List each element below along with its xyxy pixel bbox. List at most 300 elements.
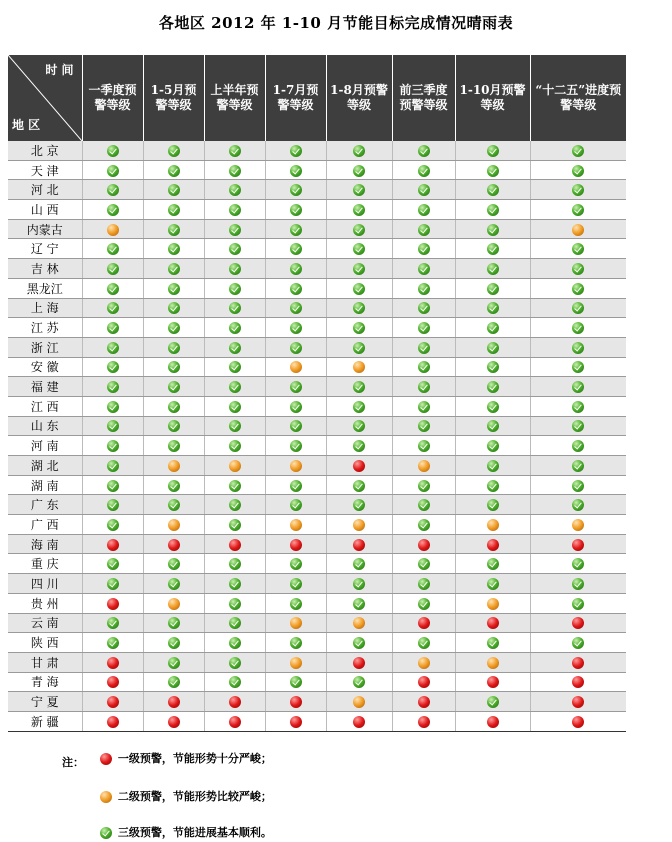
region-name: 河 南 bbox=[8, 436, 82, 456]
green-check-icon bbox=[229, 440, 241, 452]
green-check-icon bbox=[290, 676, 302, 688]
warning-cell bbox=[82, 593, 143, 613]
warning-cell bbox=[392, 554, 455, 574]
green-check-icon bbox=[229, 145, 241, 157]
green-check-icon bbox=[572, 499, 584, 511]
warning-cell bbox=[530, 633, 626, 653]
green-check-icon bbox=[290, 263, 302, 275]
green-check-icon bbox=[418, 519, 430, 531]
warning-cell bbox=[326, 574, 392, 594]
region-name: 黑龙江 bbox=[8, 278, 82, 298]
warning-cell bbox=[265, 357, 326, 377]
green-check-icon bbox=[487, 558, 499, 570]
green-check-icon bbox=[572, 401, 584, 413]
green-check-icon bbox=[487, 204, 499, 216]
warning-cell bbox=[204, 416, 265, 436]
warning-cell bbox=[392, 396, 455, 416]
warning-cell bbox=[392, 613, 455, 633]
warning-cell bbox=[143, 239, 204, 259]
green-check-icon bbox=[229, 283, 241, 295]
green-check-icon bbox=[290, 283, 302, 295]
region-name: 广 西 bbox=[8, 515, 82, 535]
warning-cell bbox=[326, 672, 392, 692]
orange-warning-icon bbox=[572, 224, 584, 236]
green-check-icon bbox=[168, 558, 180, 570]
warning-cell bbox=[392, 239, 455, 259]
warning-cell bbox=[204, 278, 265, 298]
green-check-icon bbox=[290, 558, 302, 570]
warning-cell bbox=[455, 692, 530, 712]
green-check-icon bbox=[572, 381, 584, 393]
warning-cell bbox=[143, 613, 204, 633]
green-check-icon bbox=[107, 558, 119, 570]
region-name: 北 京 bbox=[8, 141, 82, 160]
column-header: 1-8月预警等级 bbox=[326, 55, 392, 141]
warning-cell bbox=[204, 357, 265, 377]
column-header: 一季度预警等级 bbox=[82, 55, 143, 141]
region-name: 四 川 bbox=[8, 574, 82, 594]
warning-cell bbox=[82, 298, 143, 318]
table-row bbox=[8, 692, 626, 712]
red-warning-icon bbox=[229, 696, 241, 708]
warning-cell bbox=[326, 495, 392, 515]
warning-cell bbox=[392, 515, 455, 535]
region-name: 吉 林 bbox=[8, 259, 82, 279]
warning-cell bbox=[392, 711, 455, 731]
green-check-icon bbox=[107, 342, 119, 354]
warning-cell bbox=[530, 278, 626, 298]
green-check-icon bbox=[487, 322, 499, 334]
green-check-icon bbox=[572, 637, 584, 649]
region-name: 江 西 bbox=[8, 396, 82, 416]
green-check-icon bbox=[418, 243, 430, 255]
red-warning-icon bbox=[353, 716, 365, 728]
warning-cell bbox=[82, 613, 143, 633]
green-check-icon bbox=[168, 420, 180, 432]
green-check-icon bbox=[572, 263, 584, 275]
table-row bbox=[8, 278, 626, 298]
warning-cell bbox=[392, 357, 455, 377]
green-check-icon bbox=[107, 440, 119, 452]
region-name: 天 津 bbox=[8, 160, 82, 180]
green-check-icon bbox=[290, 184, 302, 196]
green-check-icon bbox=[107, 302, 119, 314]
green-check-icon bbox=[168, 145, 180, 157]
warning-cell bbox=[143, 278, 204, 298]
warning-cell bbox=[326, 652, 392, 672]
warning-cell bbox=[143, 180, 204, 200]
green-check-icon bbox=[353, 283, 365, 295]
warning-cell bbox=[530, 416, 626, 436]
warning-cell bbox=[326, 515, 392, 535]
warning-cell bbox=[392, 692, 455, 712]
region-name: 新 疆 bbox=[8, 711, 82, 731]
warning-cell bbox=[143, 574, 204, 594]
red-warning-icon bbox=[572, 676, 584, 688]
orange-warning-icon bbox=[487, 519, 499, 531]
red-warning-icon bbox=[353, 657, 365, 669]
green-check-icon bbox=[100, 827, 112, 839]
green-check-icon bbox=[418, 440, 430, 452]
warning-cell bbox=[530, 377, 626, 397]
warning-cell bbox=[265, 337, 326, 357]
warning-cell bbox=[455, 278, 530, 298]
warning-cell bbox=[530, 160, 626, 180]
warning-cell bbox=[143, 377, 204, 397]
warning-cell bbox=[204, 456, 265, 476]
warning-cell bbox=[143, 396, 204, 416]
green-check-icon bbox=[107, 519, 119, 531]
warning-cell bbox=[392, 672, 455, 692]
red-warning-icon bbox=[487, 539, 499, 551]
orange-warning-icon bbox=[290, 361, 302, 373]
warning-cell bbox=[143, 633, 204, 653]
green-check-icon bbox=[572, 204, 584, 216]
warning-cell bbox=[326, 377, 392, 397]
green-check-icon bbox=[168, 578, 180, 590]
green-check-icon bbox=[487, 243, 499, 255]
warning-cell bbox=[530, 337, 626, 357]
green-check-icon bbox=[487, 302, 499, 314]
warning-cell bbox=[82, 377, 143, 397]
warning-cell bbox=[265, 711, 326, 731]
warning-cell bbox=[265, 515, 326, 535]
warning-cell bbox=[326, 613, 392, 633]
warning-cell bbox=[143, 259, 204, 279]
warning-cell bbox=[82, 495, 143, 515]
warning-cell bbox=[530, 180, 626, 200]
green-check-icon bbox=[418, 263, 430, 275]
red-warning-icon bbox=[229, 716, 241, 728]
warning-cell bbox=[204, 554, 265, 574]
warning-cell bbox=[455, 377, 530, 397]
warning-cell bbox=[265, 396, 326, 416]
green-check-icon bbox=[572, 184, 584, 196]
warning-cell bbox=[82, 711, 143, 731]
warning-cell bbox=[530, 475, 626, 495]
warning-cell bbox=[455, 436, 530, 456]
warning-cell bbox=[143, 436, 204, 456]
region-name: 山 东 bbox=[8, 416, 82, 436]
warning-cell bbox=[82, 180, 143, 200]
warning-cell bbox=[265, 456, 326, 476]
table-row bbox=[8, 456, 626, 476]
warning-cell bbox=[392, 219, 455, 239]
legend-item-green bbox=[100, 824, 272, 840]
table-row bbox=[8, 298, 626, 318]
warning-cell bbox=[265, 534, 326, 554]
warning-cell bbox=[204, 200, 265, 220]
warning-cell bbox=[204, 672, 265, 692]
region-name: 河 北 bbox=[8, 180, 82, 200]
warning-cell bbox=[265, 141, 326, 160]
green-check-icon bbox=[290, 302, 302, 314]
warning-cell bbox=[326, 593, 392, 613]
green-check-icon bbox=[487, 283, 499, 295]
green-check-icon bbox=[290, 401, 302, 413]
green-check-icon bbox=[107, 322, 119, 334]
green-check-icon bbox=[572, 361, 584, 373]
warning-cell bbox=[265, 613, 326, 633]
warning-cell bbox=[265, 633, 326, 653]
warning-cell bbox=[455, 416, 530, 436]
green-check-icon bbox=[168, 499, 180, 511]
green-check-icon bbox=[107, 401, 119, 413]
green-check-icon bbox=[487, 165, 499, 177]
green-check-icon bbox=[229, 617, 241, 629]
region-name: 福 建 bbox=[8, 377, 82, 397]
green-check-icon bbox=[107, 420, 119, 432]
green-check-icon bbox=[353, 440, 365, 452]
green-check-icon bbox=[572, 243, 584, 255]
warning-cell bbox=[530, 692, 626, 712]
warning-cell bbox=[392, 298, 455, 318]
warning-cell bbox=[326, 259, 392, 279]
green-check-icon bbox=[229, 637, 241, 649]
region-name: 上 海 bbox=[8, 298, 82, 318]
warning-cell bbox=[455, 200, 530, 220]
region-name: 重 庆 bbox=[8, 554, 82, 574]
green-check-icon bbox=[353, 401, 365, 413]
warning-cell bbox=[392, 534, 455, 554]
warning-cell bbox=[204, 318, 265, 338]
green-check-icon bbox=[353, 578, 365, 590]
warning-cell bbox=[265, 436, 326, 456]
warning-cell bbox=[143, 475, 204, 495]
warning-cell bbox=[265, 475, 326, 495]
green-check-icon bbox=[290, 145, 302, 157]
green-check-icon bbox=[168, 637, 180, 649]
warning-cell bbox=[326, 475, 392, 495]
orange-warning-icon bbox=[572, 519, 584, 531]
green-check-icon bbox=[229, 558, 241, 570]
green-check-icon bbox=[353, 224, 365, 236]
green-check-icon bbox=[353, 598, 365, 610]
green-check-icon bbox=[572, 145, 584, 157]
green-check-icon bbox=[168, 480, 180, 492]
warning-cell bbox=[204, 396, 265, 416]
green-check-icon bbox=[107, 578, 119, 590]
table-row bbox=[8, 416, 626, 436]
green-check-icon bbox=[572, 302, 584, 314]
warning-cell bbox=[265, 200, 326, 220]
warning-cell bbox=[455, 593, 530, 613]
green-check-icon bbox=[353, 204, 365, 216]
warning-cell bbox=[143, 652, 204, 672]
green-check-icon bbox=[168, 342, 180, 354]
green-check-icon bbox=[290, 578, 302, 590]
green-check-icon bbox=[353, 322, 365, 334]
warning-cell bbox=[326, 396, 392, 416]
orange-warning-icon bbox=[107, 224, 119, 236]
warning-cell bbox=[265, 574, 326, 594]
green-check-icon bbox=[572, 322, 584, 334]
green-check-icon bbox=[168, 676, 180, 688]
green-check-icon bbox=[487, 460, 499, 472]
warning-cell bbox=[82, 652, 143, 672]
warning-cell bbox=[82, 416, 143, 436]
warning-cell bbox=[265, 416, 326, 436]
warning-cell bbox=[530, 436, 626, 456]
warning-cell bbox=[82, 239, 143, 259]
table-row bbox=[8, 475, 626, 495]
warning-cell bbox=[530, 554, 626, 574]
region-name: 内蒙古 bbox=[8, 219, 82, 239]
warning-cell bbox=[392, 436, 455, 456]
region-name: 安 徽 bbox=[8, 357, 82, 377]
warning-cell bbox=[143, 200, 204, 220]
orange-warning-icon bbox=[290, 460, 302, 472]
table-row bbox=[8, 633, 626, 653]
warning-cell bbox=[326, 711, 392, 731]
table-row bbox=[8, 672, 626, 692]
green-check-icon bbox=[418, 322, 430, 334]
warning-cell bbox=[265, 652, 326, 672]
warning-cell bbox=[82, 396, 143, 416]
warning-cell bbox=[326, 436, 392, 456]
table-row bbox=[8, 357, 626, 377]
warning-cell bbox=[455, 613, 530, 633]
green-check-icon bbox=[353, 302, 365, 314]
green-check-icon bbox=[107, 145, 119, 157]
warning-cell bbox=[143, 692, 204, 712]
green-check-icon bbox=[418, 578, 430, 590]
red-warning-icon bbox=[290, 716, 302, 728]
green-check-icon bbox=[487, 696, 499, 708]
warning-cell bbox=[143, 141, 204, 160]
warning-cell bbox=[530, 259, 626, 279]
warning-cell bbox=[265, 554, 326, 574]
warning-cell bbox=[326, 692, 392, 712]
warning-cell bbox=[455, 337, 530, 357]
region-name: 湖 北 bbox=[8, 456, 82, 476]
table-row bbox=[8, 554, 626, 574]
legend-text: 三级预警，节能进展基本顺利。 bbox=[117, 826, 272, 839]
warning-cell bbox=[530, 574, 626, 594]
warning-cell bbox=[143, 219, 204, 239]
warning-cell bbox=[143, 298, 204, 318]
green-check-icon bbox=[290, 420, 302, 432]
green-check-icon bbox=[290, 342, 302, 354]
warning-cell bbox=[326, 318, 392, 338]
orange-warning-icon bbox=[290, 657, 302, 669]
green-check-icon bbox=[168, 381, 180, 393]
warning-cell bbox=[204, 574, 265, 594]
red-warning-icon bbox=[487, 716, 499, 728]
warning-cell bbox=[455, 456, 530, 476]
green-check-icon bbox=[487, 263, 499, 275]
warning-cell bbox=[455, 574, 530, 594]
red-warning-icon bbox=[290, 696, 302, 708]
warning-cell bbox=[530, 672, 626, 692]
green-check-icon bbox=[353, 499, 365, 511]
column-header: 前三季度预警等级 bbox=[392, 55, 455, 141]
green-check-icon bbox=[572, 283, 584, 295]
corner-time-label: 时 间 bbox=[45, 63, 74, 77]
orange-warning-icon bbox=[290, 519, 302, 531]
green-check-icon bbox=[107, 263, 119, 275]
warning-cell bbox=[530, 357, 626, 377]
green-check-icon bbox=[290, 224, 302, 236]
warning-cell bbox=[265, 318, 326, 338]
warning-cell bbox=[143, 593, 204, 613]
table-row bbox=[8, 200, 626, 220]
green-check-icon bbox=[487, 637, 499, 649]
warning-cell bbox=[204, 711, 265, 731]
green-check-icon bbox=[168, 657, 180, 669]
warning-cell bbox=[455, 141, 530, 160]
green-check-icon bbox=[168, 302, 180, 314]
red-warning-icon bbox=[107, 696, 119, 708]
warning-cell bbox=[455, 515, 530, 535]
warning-cell bbox=[82, 436, 143, 456]
warning-cell bbox=[82, 160, 143, 180]
table-row bbox=[8, 259, 626, 279]
warning-cell bbox=[455, 672, 530, 692]
legend-item-orange bbox=[100, 788, 272, 804]
warning-cell bbox=[530, 298, 626, 318]
green-check-icon bbox=[418, 499, 430, 511]
green-check-icon bbox=[229, 224, 241, 236]
table-row bbox=[8, 239, 626, 259]
green-check-icon bbox=[229, 302, 241, 314]
green-check-icon bbox=[229, 381, 241, 393]
green-check-icon bbox=[229, 401, 241, 413]
corner-header bbox=[8, 55, 82, 141]
region-name: 甘 肃 bbox=[8, 652, 82, 672]
red-warning-icon bbox=[107, 539, 119, 551]
green-check-icon bbox=[418, 283, 430, 295]
warning-cell bbox=[455, 239, 530, 259]
red-warning-icon bbox=[168, 716, 180, 728]
warning-cell bbox=[530, 711, 626, 731]
green-check-icon bbox=[487, 578, 499, 590]
warning-cell bbox=[392, 160, 455, 180]
red-warning-icon bbox=[107, 676, 119, 688]
warning-cell bbox=[265, 377, 326, 397]
column-header: 1-5月预警等级 bbox=[143, 55, 204, 141]
green-check-icon bbox=[290, 440, 302, 452]
warning-cell bbox=[265, 495, 326, 515]
column-header: 1-10月预警等级 bbox=[455, 55, 530, 141]
green-check-icon bbox=[418, 361, 430, 373]
warning-cell bbox=[530, 495, 626, 515]
green-check-icon bbox=[290, 381, 302, 393]
warning-cell bbox=[265, 278, 326, 298]
green-check-icon bbox=[229, 322, 241, 334]
orange-warning-icon bbox=[168, 460, 180, 472]
warning-cell bbox=[392, 475, 455, 495]
green-check-icon bbox=[290, 243, 302, 255]
red-warning-icon bbox=[229, 539, 241, 551]
green-check-icon bbox=[572, 460, 584, 472]
warning-cell bbox=[455, 180, 530, 200]
green-check-icon bbox=[107, 480, 119, 492]
region-name: 宁 夏 bbox=[8, 692, 82, 712]
warning-cell bbox=[82, 534, 143, 554]
green-check-icon bbox=[290, 204, 302, 216]
warning-cell bbox=[265, 298, 326, 318]
warning-cell bbox=[204, 377, 265, 397]
green-check-icon bbox=[107, 499, 119, 511]
green-check-icon bbox=[229, 499, 241, 511]
green-check-icon bbox=[107, 617, 119, 629]
warning-cell bbox=[143, 515, 204, 535]
warning-cell bbox=[265, 593, 326, 613]
red-warning-icon bbox=[107, 657, 119, 669]
green-check-icon bbox=[168, 361, 180, 373]
green-check-icon bbox=[168, 440, 180, 452]
